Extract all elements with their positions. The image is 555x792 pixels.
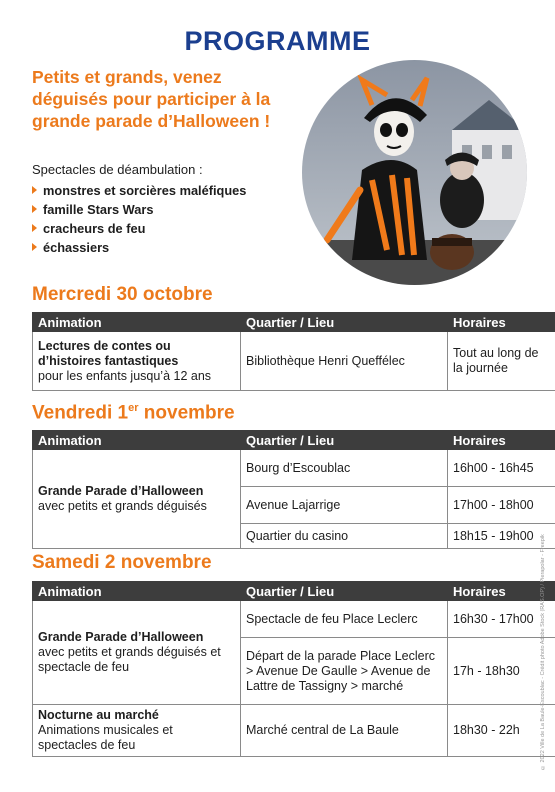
triangle-bullet-icon	[32, 224, 37, 232]
horaire-cell: 18h30 - 22h	[448, 705, 555, 757]
table-row	[33, 450, 555, 487]
horaire-cell: 17h00 - 18h00	[448, 487, 555, 524]
triangle-bullet-icon	[32, 186, 37, 194]
triangle-bullet-icon	[32, 243, 37, 251]
lieu-cell: Marché central de La Baule	[241, 705, 448, 757]
lieu-cell: Départ de la parade Place Leclerc > Avenue De Gaulle > Avenue de Lattre de Tassigny > marché	[241, 638, 448, 705]
lieu-cell: Quartier du casino	[241, 524, 448, 549]
horaire-cell: Tout au long de la journée	[448, 332, 555, 391]
horaire-cell: 16h00 - 16h45	[448, 450, 555, 487]
photo-credit: © 2022 Ville de La Baule-Escoublac - Crédit photo Adobe Stock (RAS.OP) / Pierapolar - Freepik	[540, 534, 546, 770]
header-horaires: Horaires	[448, 313, 555, 332]
schedule-table	[32, 581, 555, 757]
page-title: PROGRAMME	[184, 26, 371, 56]
header-animation: Animation	[33, 431, 241, 450]
header-horaires: Horaires	[448, 431, 555, 450]
table-row	[33, 332, 555, 391]
lieu-cell: Bourg d’Escoublac	[241, 450, 448, 487]
schedule-table	[32, 430, 555, 549]
animation-cell: Grande Parade d’Halloween avec petits et grands déguisés	[33, 450, 241, 549]
list-item: monstres et sorcières maléfiques	[32, 181, 246, 200]
animation-cell: Nocturne au marché Animations musicales et spectacles de feu	[33, 705, 241, 757]
table-row	[33, 705, 555, 757]
lieu-cell: Bibliothèque Henri Queffélec	[241, 332, 448, 391]
subtitle: Spectacles de déambulation :	[32, 162, 203, 177]
horaire-cell: 17h - 18h30	[448, 638, 555, 705]
header-lieu: Quartier / Lieu	[241, 582, 448, 601]
day-heading: Mercredi 30 octobre	[32, 284, 213, 305]
day-heading: Samedi 2 novembre	[32, 552, 212, 573]
animation-cell: Grande Parade d’Halloween avec petits et grands déguisés et spectacle de feu	[33, 601, 241, 705]
list-item: échassiers	[32, 238, 246, 257]
header-horaires: Horaires	[448, 582, 555, 601]
table-row	[33, 601, 555, 638]
header-animation: Animation	[33, 313, 241, 332]
halloween-photo	[302, 60, 527, 285]
triangle-bullet-icon	[32, 205, 37, 213]
animation-cell: Lectures de contes ou d’histoires fantastiques pour les enfants jusqu’à 12 ans	[33, 332, 241, 391]
list-item: famille Stars Wars	[32, 200, 246, 219]
schedule-table	[32, 312, 555, 391]
horaire-cell: 18h15 - 19h00	[448, 524, 555, 549]
header-animation: Animation	[33, 582, 241, 601]
list-item: cracheurs de feu	[32, 219, 246, 238]
day-heading: Vendredi 1er novembre	[32, 402, 235, 424]
bullet-list	[32, 181, 246, 257]
header-lieu: Quartier / Lieu	[241, 431, 448, 450]
lieu-cell: Avenue Lajarrige	[241, 487, 448, 524]
lieu-cell: Spectacle de feu Place Leclerc	[241, 601, 448, 638]
intro-heading: Petits et grands, venez déguisés pour participer à la grande parade d’Halloween !	[32, 67, 271, 131]
header-lieu: Quartier / Lieu	[241, 313, 448, 332]
horaire-cell: 16h30 - 17h00	[448, 601, 555, 638]
